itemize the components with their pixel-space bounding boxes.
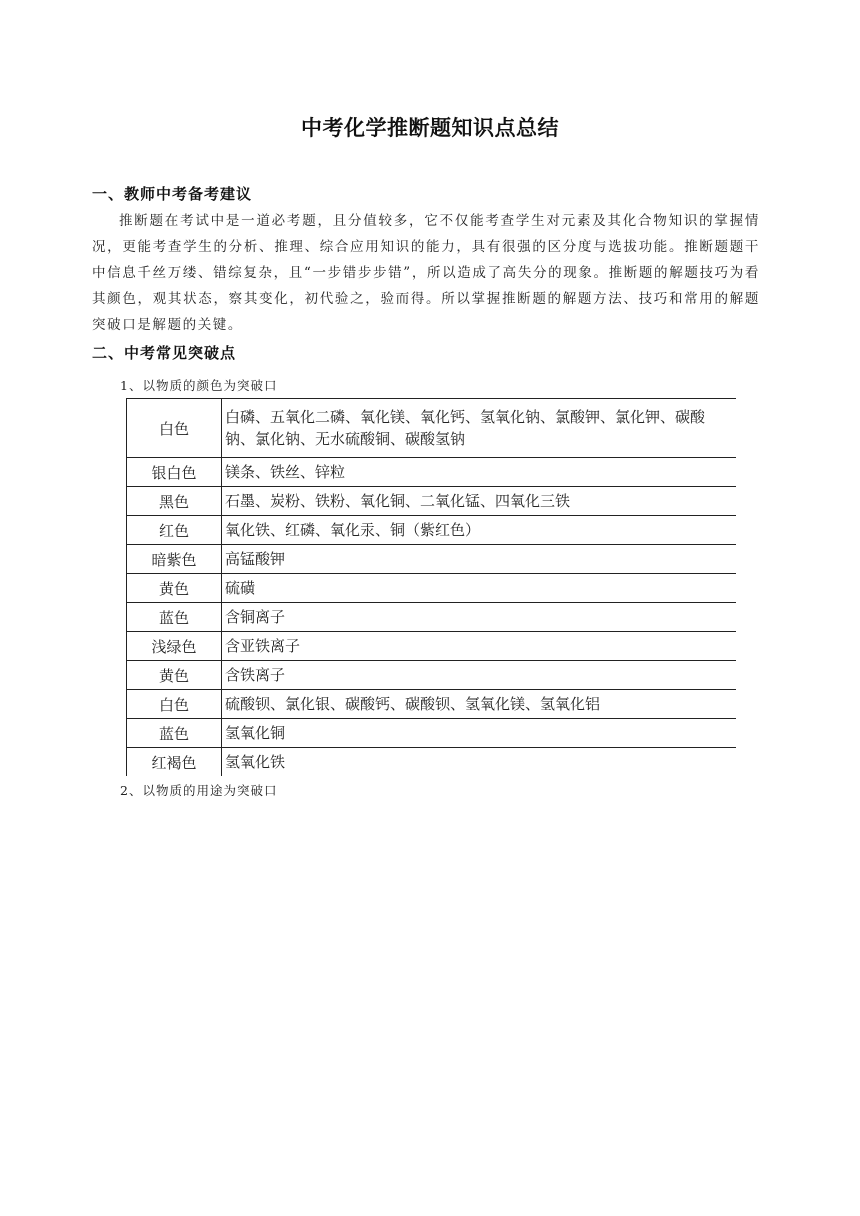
color-cell: 白色 (127, 399, 222, 458)
color-cell: 黄色 (127, 574, 222, 603)
color-cell: 浅绿色 (127, 632, 222, 661)
substances-cell: 氧化铁、红磷、氧化汞、铜（紫红色） (222, 516, 737, 545)
table-row (127, 545, 737, 574)
substances-cell: 氢氧化铁 (222, 748, 737, 777)
table-row (127, 661, 737, 690)
table-row (127, 399, 737, 458)
color-cell: 蓝色 (127, 719, 222, 748)
subheading-use-breakthrough: 2、以物质的用途为突破口 (120, 783, 278, 798)
table-row (127, 748, 737, 777)
table-row (127, 690, 737, 719)
color-cell: 红色 (127, 516, 222, 545)
substances-cell: 氢氧化铜 (222, 719, 737, 748)
substances-cell: 硫酸钡、氯化银、碳酸钙、碳酸钡、氢氧化镁、氢氧化铝 (222, 690, 737, 719)
color-cell: 黑色 (127, 487, 222, 516)
substances-cell: 含铜离子 (222, 603, 737, 632)
color-cell: 暗紫色 (127, 545, 222, 574)
table-row (127, 719, 737, 748)
color-cell: 白色 (127, 690, 222, 719)
substances-cell: 镁条、铁丝、锌粒 (222, 458, 737, 487)
substances-cell: 含铁离子 (222, 661, 737, 690)
substances-cell: 白磷、五氧化二磷、氧化镁、氧化钙、氢氧化钠、氯酸钾、氯化钾、碳酸钠、氯化钠、无水硫酸铜、碳酸氢钠 (222, 399, 737, 458)
color-cell: 黄色 (127, 661, 222, 690)
advice-paragraph: 推断题在考试中是一道必考题，且分值较多，它不仅能考查学生对元素及其化合物知识的掌握情况，更能考查学生的分析、推理、综合应用知识的能力，具有很强的区分度与选拔功能。推断题题干中信息千丝万缕、错综复杂，且“一步错步步错”，所以造成了高失分的现象。推断题的解题技巧为看其颜色，观其状态，察其变化，初代验之，验而得。所以掌握推断题的解题方法、技巧和常用的解题突破口是解题的关键。 (92, 213, 760, 333)
page-title: 中考化学推断题知识点总结 (301, 116, 559, 140)
table-row (127, 458, 737, 487)
color-table (126, 398, 736, 776)
section-heading-teacher-advice: 一、教师中考备考建议 (92, 185, 253, 203)
table-row (127, 516, 737, 545)
subheading-color-breakthrough: 1、以物质的颜色为突破口 (120, 378, 278, 393)
substances-cell: 硫磺 (222, 574, 737, 603)
substances-cell: 高锰酸钾 (222, 545, 737, 574)
color-cell: 银白色 (127, 458, 222, 487)
section-heading-breakthrough-points: 二、中考常见突破点 (92, 344, 237, 362)
color-cell: 蓝色 (127, 603, 222, 632)
color-cell: 红褐色 (127, 748, 222, 777)
table-row (127, 632, 737, 661)
table-row (127, 574, 737, 603)
substances-cell: 含亚铁离子 (222, 632, 737, 661)
table-row (127, 603, 737, 632)
table-row (127, 487, 737, 516)
substances-cell: 石墨、炭粉、铁粉、氧化铜、二氧化锰、四氧化三铁 (222, 487, 737, 516)
